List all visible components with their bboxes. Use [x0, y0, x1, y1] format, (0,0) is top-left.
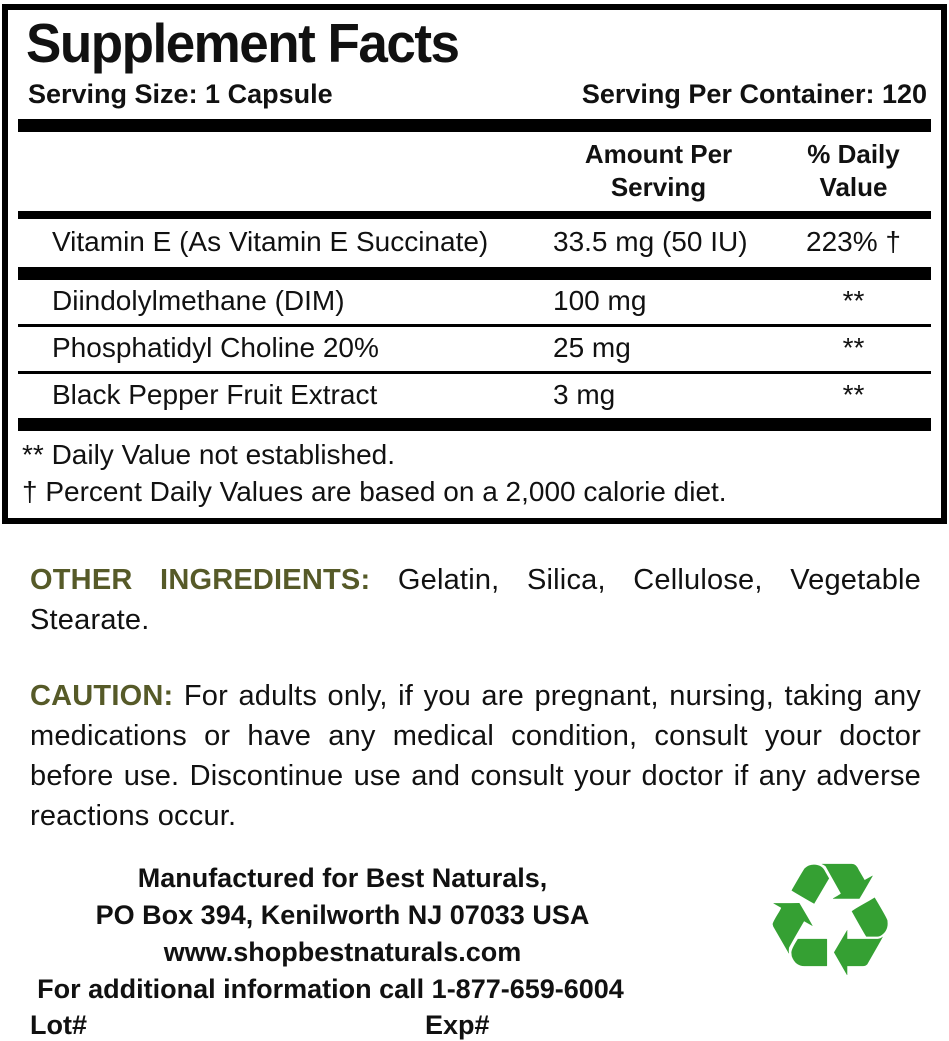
divider-medium: [18, 211, 931, 219]
divider-thick: [18, 418, 931, 431]
table-row: [18, 219, 931, 267]
column-header-amount: Amount Per Serving: [584, 139, 733, 202]
footnote-dv-not-established: ** Daily Value not established.: [22, 439, 396, 470]
supplement-facts-panel: [2, 4, 947, 524]
table-row: [18, 371, 931, 418]
divider-thick: [18, 267, 931, 280]
nutrient-name: Diindolylmethane (DIM): [52, 285, 345, 316]
nutrient-amount: 33.5 mg (50 IU): [553, 226, 748, 257]
divider-thick: [18, 119, 931, 132]
footnote-percent-daily-values: † Percent Daily Values are based on a 2,000 calorie diet.: [22, 476, 727, 507]
nutrient-name: Phosphatidyl Choline 20%: [52, 332, 379, 363]
exp-label: Exp#: [425, 1010, 490, 1040]
recycle-icon: ♻: [759, 829, 901, 1013]
column-header-dv: % Daily Value: [807, 139, 900, 202]
nutrient-dv: **: [842, 332, 865, 363]
serving-row: [18, 74, 931, 119]
other-ingredients-paragraph: [30, 560, 921, 640]
other-ingredients-label: OTHER INGREDIENTS:: [30, 564, 371, 596]
table-row: [18, 280, 931, 324]
nutrient-amount: 100 mg: [553, 285, 647, 316]
manufactured-for-line: Manufactured for Best Naturals,: [137, 863, 548, 893]
nutrient-amount: 25 mg: [553, 332, 631, 363]
nutrient-dv: 223% †: [806, 226, 901, 257]
address-line: PO Box 394, Kenilworth NJ 07033 USA: [95, 900, 590, 930]
caution-paragraph: [30, 676, 921, 836]
nutrient-amount: 3 mg: [553, 379, 616, 410]
serving-size: Serving Size: 1 Capsule: [28, 79, 333, 109]
manufacturer-block: [0, 860, 685, 1008]
caution-text: For adults only, if you are pregnant, nursing, taking any medications or have any medical condition, consult your doctor before use. Discontinue use and consult your doctor if any adverse reactions occur.: [30, 680, 921, 832]
botanical-rows-group: [18, 280, 931, 418]
nutrient-dv: **: [842, 379, 865, 410]
footnotes: [18, 431, 931, 512]
lot-label: Lot#: [30, 1010, 87, 1040]
table-header-row: [18, 132, 931, 211]
servings-per-container: Serving Per Container: 120: [581, 79, 927, 109]
nutrient-name: Black Pepper Fruit Extract: [52, 379, 378, 410]
other-ingredients-text: Gelatin, Silica, Cellulose, Vegetable Stearate.: [30, 564, 922, 636]
table-row: [18, 324, 931, 371]
phone-line: For additional information call 1-877-659-6004: [37, 974, 624, 1004]
website-line: www.shopbestnaturals.com: [163, 937, 522, 967]
nutrient-dv: **: [842, 285, 865, 316]
nutrient-name: Vitamin E (As Vitamin E Succinate): [52, 226, 489, 257]
caution-label: CAUTION:: [30, 680, 174, 712]
lot-exp-row: [0, 1010, 949, 1041]
panel-title: Supplement Facts: [26, 13, 459, 75]
